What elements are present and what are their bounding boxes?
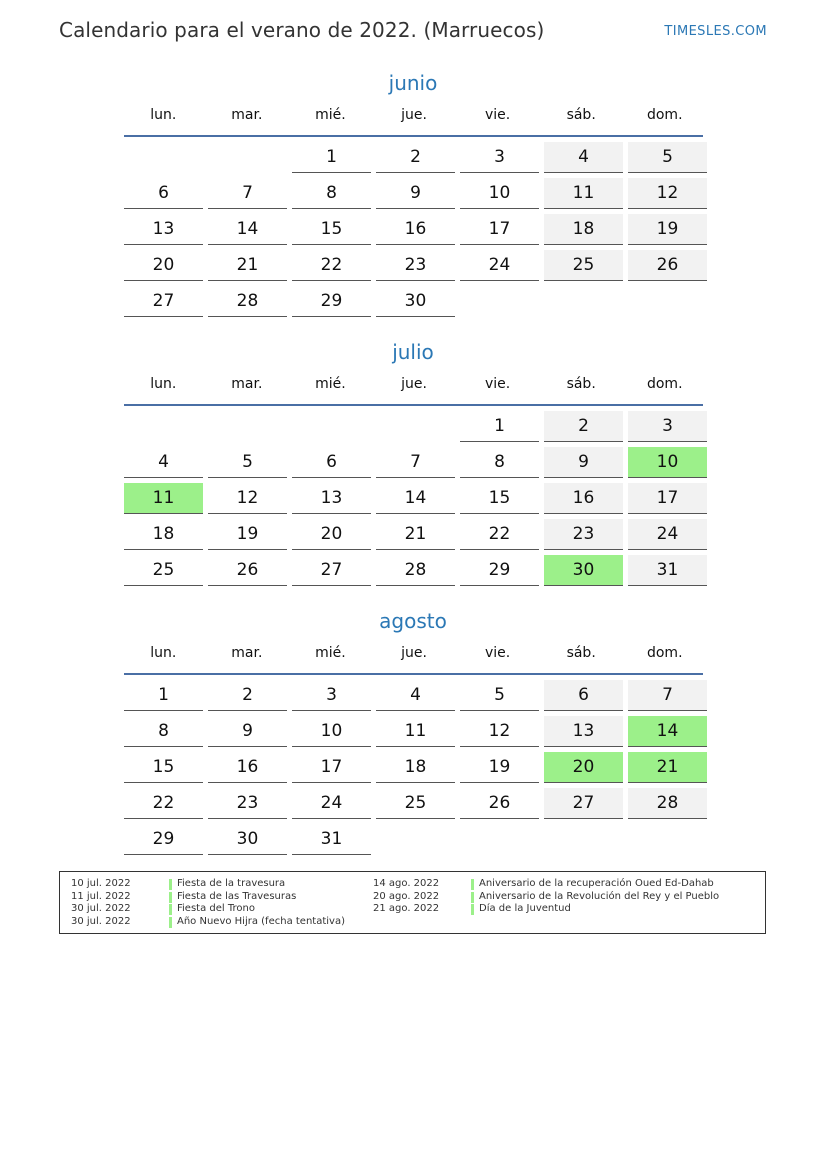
- empty-day-cell: [460, 286, 539, 317]
- day-cell: 30: [208, 824, 287, 855]
- day-cell: 10: [460, 178, 539, 209]
- day-cell: 20: [292, 519, 371, 550]
- day-cell: 21: [376, 519, 455, 550]
- legend-date: 30 jul. 2022: [71, 915, 131, 927]
- holiday-day-cell: 10: [628, 447, 707, 478]
- weekday-label: vie.: [484, 645, 511, 661]
- day-cell: 11: [376, 716, 455, 747]
- legend-item: [71, 891, 345, 904]
- month-name: junio: [388, 71, 438, 95]
- day-cell: 21: [208, 250, 287, 281]
- holiday-day-cell: 20: [544, 752, 623, 783]
- day-cell: 8: [124, 716, 203, 747]
- weekday-label: lun.: [150, 645, 177, 661]
- day-cell: 5: [208, 447, 287, 478]
- weekday-label: jue.: [401, 645, 427, 661]
- header-divider: [124, 673, 703, 675]
- day-cell: 14: [208, 214, 287, 245]
- empty-day-cell: [544, 286, 623, 317]
- holiday-day-cell: 21: [628, 752, 707, 783]
- day-cell: 22: [292, 250, 371, 281]
- holiday-day-cell: 14: [628, 716, 707, 747]
- legend-holiday-name: Aniversario de la Revolución del Rey y el Pueblo: [479, 890, 720, 902]
- weekday-label: mié.: [315, 107, 346, 123]
- legend-holiday-name: Año Nuevo Hijra (fecha tentativa): [177, 915, 345, 927]
- day-cell: 9: [376, 178, 455, 209]
- day-cell: 9: [544, 447, 623, 478]
- day-cell: 10: [292, 716, 371, 747]
- weekday-label: lun.: [150, 107, 177, 123]
- weekday-header-row: [124, 641, 704, 665]
- legend-date: 11 jul. 2022: [71, 890, 131, 902]
- day-cell: 7: [628, 680, 707, 711]
- legend-item: [373, 903, 719, 916]
- day-cell: 19: [208, 519, 287, 550]
- day-cell: 3: [292, 680, 371, 711]
- weekday-label: sáb.: [566, 376, 596, 392]
- weekday-label: mar.: [231, 645, 263, 661]
- day-cell: 27: [124, 286, 203, 317]
- empty-day-cell: [628, 286, 707, 317]
- day-cell: 13: [292, 483, 371, 514]
- day-cell: 18: [124, 519, 203, 550]
- day-cell: 28: [208, 286, 287, 317]
- empty-day-cell: [208, 142, 287, 173]
- day-cell: 3: [460, 142, 539, 173]
- weekday-header-row: [124, 103, 704, 127]
- legend-item: [373, 891, 719, 904]
- holiday-marker: [169, 879, 172, 890]
- empty-day-cell: [544, 824, 623, 855]
- legend-item: [373, 878, 719, 891]
- day-cell: 2: [208, 680, 287, 711]
- legend-holiday-name: Fiesta del Trono: [177, 903, 255, 914]
- empty-day-cell: [376, 824, 455, 855]
- day-cell: 24: [628, 519, 707, 550]
- weekday-label: mar.: [231, 107, 263, 123]
- day-cell: 29: [292, 286, 371, 317]
- legend-date: 10 jul. 2022: [71, 878, 131, 889]
- day-cell: 16: [208, 752, 287, 783]
- day-cell: 17: [460, 214, 539, 245]
- day-cell: 8: [460, 447, 539, 478]
- day-cell: 15: [460, 483, 539, 514]
- empty-day-cell: [292, 411, 371, 442]
- legend-holiday-name: Fiesta de la travesura: [177, 878, 286, 889]
- day-cell: 2: [544, 411, 623, 442]
- legend-holiday-name: Aniversario de la recuperación Oued Ed-Dahab: [479, 878, 714, 889]
- day-cell: 1: [124, 680, 203, 711]
- day-cell: 8: [292, 178, 371, 209]
- day-cell: 1: [460, 411, 539, 442]
- day-cell: 7: [376, 447, 455, 478]
- day-cell: 1: [292, 142, 371, 173]
- day-cell: 23: [208, 788, 287, 819]
- day-cell: 4: [544, 142, 623, 173]
- day-cell: 30: [376, 286, 455, 317]
- day-cell: 28: [628, 788, 707, 819]
- day-cell: 11: [544, 178, 623, 209]
- day-cell: 24: [460, 250, 539, 281]
- day-cell: 6: [292, 447, 371, 478]
- empty-day-cell: [124, 142, 203, 173]
- day-cell: 14: [376, 483, 455, 514]
- day-cell: 16: [376, 214, 455, 245]
- day-cell: 3: [628, 411, 707, 442]
- legend-item: [71, 878, 345, 891]
- holiday-legend: [59, 871, 766, 934]
- holiday-marker: [471, 904, 474, 915]
- weekday-label: dom.: [646, 107, 683, 123]
- holiday-day-cell: 30: [544, 555, 623, 586]
- day-cell: 12: [460, 716, 539, 747]
- day-cell: 5: [460, 680, 539, 711]
- day-cell: 5: [628, 142, 707, 173]
- legend-item: [71, 916, 345, 929]
- holiday-day-cell: 11: [124, 483, 203, 514]
- day-cell: 25: [544, 250, 623, 281]
- day-cell: 27: [544, 788, 623, 819]
- day-cell: 31: [292, 824, 371, 855]
- calendar-month-july: [124, 337, 704, 586]
- day-cell: 19: [628, 214, 707, 245]
- day-cell: 20: [124, 250, 203, 281]
- empty-day-cell: [460, 824, 539, 855]
- holiday-marker: [169, 917, 172, 928]
- day-cell: 4: [376, 680, 455, 711]
- day-cell: 7: [208, 178, 287, 209]
- day-cell: 18: [544, 214, 623, 245]
- day-cell: 15: [292, 214, 371, 245]
- holiday-marker: [169, 892, 172, 903]
- day-cell: 25: [376, 788, 455, 819]
- weekday-label: dom.: [646, 645, 683, 661]
- weekday-label: lun.: [150, 376, 177, 392]
- day-cell: 12: [208, 483, 287, 514]
- page-title: Calendario para el verano de 2022. (Marruecos): [59, 18, 545, 42]
- day-cell: 28: [376, 555, 455, 586]
- day-cell: 2: [376, 142, 455, 173]
- day-cell: 29: [124, 824, 203, 855]
- legend-date: 20 ago. 2022: [373, 890, 440, 902]
- day-cell: 26: [460, 788, 539, 819]
- day-cell: 31: [628, 555, 707, 586]
- day-grid: [124, 680, 704, 855]
- empty-day-cell: [376, 411, 455, 442]
- legend-date: 21 ago. 2022: [373, 903, 440, 914]
- month-name: julio: [392, 340, 434, 364]
- calendar-month-june: [124, 68, 704, 317]
- day-cell: 9: [208, 716, 287, 747]
- weekday-header-row: [124, 372, 704, 396]
- header-divider: [124, 404, 703, 406]
- day-cell: 22: [124, 788, 203, 819]
- holiday-marker: [471, 879, 474, 890]
- holiday-marker: [169, 904, 172, 915]
- legend-holiday-name: Día de la Juventud: [479, 903, 571, 914]
- day-cell: 16: [544, 483, 623, 514]
- weekday-label: sáb.: [566, 107, 596, 123]
- day-cell: 13: [544, 716, 623, 747]
- day-cell: 25: [124, 555, 203, 586]
- holiday-marker: [471, 892, 474, 903]
- legend-column-right: [373, 878, 719, 916]
- empty-day-cell: [124, 411, 203, 442]
- legend-item: [71, 903, 345, 916]
- weekday-label: mié.: [315, 376, 346, 392]
- day-cell: 26: [628, 250, 707, 281]
- legend-date: 30 jul. 2022: [71, 903, 131, 914]
- weekday-label: dom.: [646, 376, 683, 392]
- day-cell: 24: [292, 788, 371, 819]
- day-cell: 15: [124, 752, 203, 783]
- day-cell: 6: [124, 178, 203, 209]
- day-cell: 19: [460, 752, 539, 783]
- month-name: agosto: [379, 609, 447, 633]
- weekday-label: jue.: [401, 107, 427, 123]
- day-cell: 18: [376, 752, 455, 783]
- weekday-label: vie.: [484, 107, 511, 123]
- day-cell: 4: [124, 447, 203, 478]
- weekday-label: sáb.: [566, 645, 596, 661]
- weekday-label: vie.: [484, 376, 511, 392]
- day-cell: 17: [628, 483, 707, 514]
- day-grid: [124, 411, 704, 586]
- day-cell: 6: [544, 680, 623, 711]
- header-divider: [124, 135, 703, 137]
- site-link[interactable]: TIMESLES.COM: [664, 24, 767, 39]
- empty-day-cell: [208, 411, 287, 442]
- weekday-label: jue.: [401, 376, 427, 392]
- day-cell: 13: [124, 214, 203, 245]
- day-cell: 23: [544, 519, 623, 550]
- legend-date: 14 ago. 2022: [373, 878, 440, 889]
- empty-day-cell: [628, 824, 707, 855]
- day-cell: 29: [460, 555, 539, 586]
- day-cell: 22: [460, 519, 539, 550]
- weekday-label: mié.: [315, 645, 346, 661]
- weekday-label: mar.: [231, 376, 263, 392]
- legend-column-left: [71, 878, 345, 928]
- day-cell: 12: [628, 178, 707, 209]
- day-cell: 26: [208, 555, 287, 586]
- legend-holiday-name: Fiesta de las Travesuras: [177, 890, 297, 902]
- day-grid: [124, 142, 704, 317]
- calendar-month-august: [124, 606, 704, 855]
- day-cell: 27: [292, 555, 371, 586]
- day-cell: 17: [292, 752, 371, 783]
- day-cell: 23: [376, 250, 455, 281]
